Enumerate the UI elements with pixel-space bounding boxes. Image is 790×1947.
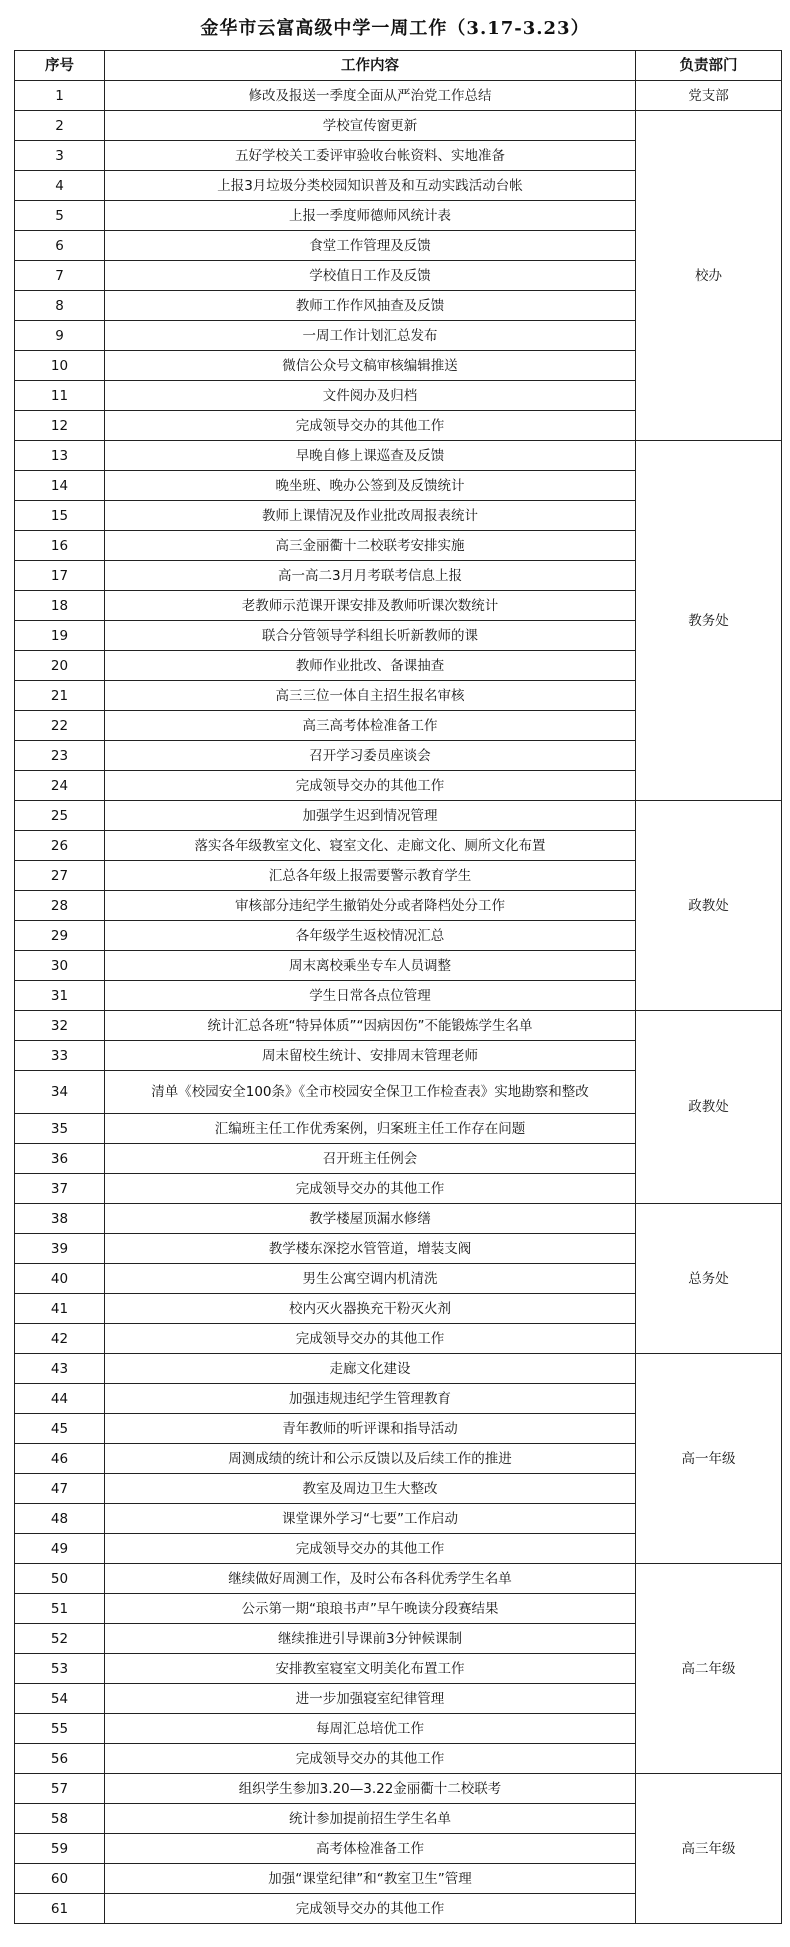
row-content: 每周汇总培优工作: [105, 1714, 636, 1744]
row-seq: 51: [15, 1594, 105, 1624]
row-seq: 4: [15, 171, 105, 201]
row-content: 高三高考体检准备工作: [105, 711, 636, 741]
row-seq: 22: [15, 711, 105, 741]
row-seq: 9: [15, 321, 105, 351]
row-seq: 32: [15, 1011, 105, 1041]
row-seq: 26: [15, 831, 105, 861]
row-content: 周末留校生统计、安排周末管理老师: [105, 1041, 636, 1071]
row-seq: 28: [15, 891, 105, 921]
row-content: 高考体检准备工作: [105, 1834, 636, 1864]
row-seq: 20: [15, 651, 105, 681]
row-content: 男生公寓空调内机清洗: [105, 1264, 636, 1294]
row-seq: 45: [15, 1414, 105, 1444]
table-row: [15, 1011, 782, 1041]
row-content: 文件阅办及归档: [105, 381, 636, 411]
row-content: 组织学生参加3.20—3.22金丽衢十二校联考: [105, 1774, 636, 1804]
row-seq: 47: [15, 1474, 105, 1504]
row-seq: 42: [15, 1324, 105, 1354]
row-seq: 24: [15, 771, 105, 801]
row-seq: 37: [15, 1174, 105, 1204]
row-seq: 29: [15, 921, 105, 951]
row-content: 完成领导交办的其他工作: [105, 1174, 636, 1204]
row-dept: 政教处: [636, 1011, 782, 1204]
row-content: 进一步加强寝室纪律管理: [105, 1684, 636, 1714]
row-seq: 11: [15, 381, 105, 411]
row-content: 周末离校乘坐专车人员调整: [105, 951, 636, 981]
row-content: 加强违规违纪学生管理教育: [105, 1384, 636, 1414]
row-content: 教师工作作风抽查及反馈: [105, 291, 636, 321]
row-content: 公示第一期“琅琅书声”早午晚读分段赛结果: [105, 1594, 636, 1624]
row-seq: 27: [15, 861, 105, 891]
row-content: 汇总各年级上报需要警示教育学生: [105, 861, 636, 891]
row-content: 完成领导交办的其他工作: [105, 1534, 636, 1564]
row-seq: 44: [15, 1384, 105, 1414]
row-seq: 16: [15, 531, 105, 561]
row-content: 清单《校园安全100条》《全市校园安全保卫工作检查表》实地勘察和整改: [105, 1071, 636, 1114]
row-seq: 7: [15, 261, 105, 291]
row-content: 落实各年级教室文化、寝室文化、走廊文化、厕所文化布置: [105, 831, 636, 861]
header-content: 工作内容: [105, 51, 636, 81]
row-dept: 教务处: [636, 441, 782, 801]
row-seq: 19: [15, 621, 105, 651]
row-content: 学校值日工作及反馈: [105, 261, 636, 291]
row-seq: 48: [15, 1504, 105, 1534]
row-content: 继续推进引导课前3分钟候课制: [105, 1624, 636, 1654]
row-content: 审核部分违纪学生撤销处分或者降档处分工作: [105, 891, 636, 921]
row-seq: 52: [15, 1624, 105, 1654]
row-content: 早晚自修上课巡查及反馈: [105, 441, 636, 471]
row-seq: 49: [15, 1534, 105, 1564]
row-content: 联合分管领导学科组长听新教师的课: [105, 621, 636, 651]
header-dept: 负责部门: [636, 51, 782, 81]
header-row: [15, 51, 782, 81]
row-content: 教师作业批改、备课抽查: [105, 651, 636, 681]
row-content: 上报3月垃圾分类校园知识普及和互动实践活动台帐: [105, 171, 636, 201]
table-body: [15, 81, 782, 1924]
row-seq: 57: [15, 1774, 105, 1804]
row-seq: 25: [15, 801, 105, 831]
row-content: 学生日常各点位管理: [105, 981, 636, 1011]
row-seq: 21: [15, 681, 105, 711]
row-content: 高三金丽衢十二校联考安排实施: [105, 531, 636, 561]
row-seq: 18: [15, 591, 105, 621]
row-content: 走廊文化建设: [105, 1354, 636, 1384]
row-seq: 54: [15, 1684, 105, 1714]
row-content: 教室及周边卫生大整改: [105, 1474, 636, 1504]
table-row: [15, 1564, 782, 1594]
row-content: 周测成绩的统计和公示反馈以及后续工作的推进: [105, 1444, 636, 1474]
row-content: 完成领导交办的其他工作: [105, 1324, 636, 1354]
row-dept: 党支部: [636, 81, 782, 111]
row-seq: 40: [15, 1264, 105, 1294]
table-row: [15, 1774, 782, 1804]
row-seq: 61: [15, 1894, 105, 1924]
row-content: 完成领导交办的其他工作: [105, 411, 636, 441]
row-seq: 38: [15, 1204, 105, 1234]
table-row: [15, 81, 782, 111]
row-dept: 总务处: [636, 1204, 782, 1354]
row-seq: 59: [15, 1834, 105, 1864]
row-dept: 校办: [636, 111, 782, 441]
row-content: 安排教室寝室文明美化布置工作: [105, 1654, 636, 1684]
row-content: 五好学校关工委评审验收台帐资料、实地准备: [105, 141, 636, 171]
row-content: 上报一季度师德师风统计表: [105, 201, 636, 231]
row-content: 完成领导交办的其他工作: [105, 771, 636, 801]
row-seq: 17: [15, 561, 105, 591]
row-content: 召开学习委员座谈会: [105, 741, 636, 771]
row-seq: 50: [15, 1564, 105, 1594]
row-content: 高三三位一体自主招生报名审核: [105, 681, 636, 711]
row-dept: 高一年级: [636, 1354, 782, 1564]
row-content: 一周工作计划汇总发布: [105, 321, 636, 351]
header-seq: 序号: [15, 51, 105, 81]
row-seq: 6: [15, 231, 105, 261]
row-content: 青年教师的听评课和指导活动: [105, 1414, 636, 1444]
row-content: 课堂课外学习“七要”工作启动: [105, 1504, 636, 1534]
row-content: 教学楼东深挖水管管道，增装支阀: [105, 1234, 636, 1264]
row-seq: 23: [15, 741, 105, 771]
row-seq: 35: [15, 1114, 105, 1144]
row-content: 统计汇总各班“特异体质”“因病因伤”不能锻炼学生名单: [105, 1011, 636, 1041]
row-content: 食堂工作管理及反馈: [105, 231, 636, 261]
row-content: 加强“课堂纪律”和“教室卫生”管理: [105, 1864, 636, 1894]
row-seq: 33: [15, 1041, 105, 1071]
row-seq: 34: [15, 1071, 105, 1114]
row-content: 学校宣传窗更新: [105, 111, 636, 141]
row-content: 微信公众号文稿审核编辑推送: [105, 351, 636, 381]
row-seq: 46: [15, 1444, 105, 1474]
row-content: 高一高二3月月考联考信息上报: [105, 561, 636, 591]
weekly-work-table: [14, 50, 782, 1924]
row-content: 统计参加提前招生学生名单: [105, 1804, 636, 1834]
row-seq: 15: [15, 501, 105, 531]
row-seq: 31: [15, 981, 105, 1011]
page-title: 金华市云富高级中学一周工作（3.17-3.23）: [200, 18, 590, 39]
row-seq: 12: [15, 411, 105, 441]
row-seq: 56: [15, 1744, 105, 1774]
row-content: 召开班主任例会: [105, 1144, 636, 1174]
row-seq: 8: [15, 291, 105, 321]
row-dept: 高三年级: [636, 1774, 782, 1924]
row-content: 修改及报送一季度全面从严治党工作总结: [105, 81, 636, 111]
row-content: 完成领导交办的其他工作: [105, 1894, 636, 1924]
row-seq: 13: [15, 441, 105, 471]
row-seq: 58: [15, 1804, 105, 1834]
table-row: [15, 801, 782, 831]
row-seq: 3: [15, 141, 105, 171]
row-seq: 60: [15, 1864, 105, 1894]
row-dept: 政教处: [636, 801, 782, 1011]
row-seq: 53: [15, 1654, 105, 1684]
row-content: 教师上课情况及作业批改周报表统计: [105, 501, 636, 531]
row-seq: 43: [15, 1354, 105, 1384]
row-content: 完成领导交办的其他工作: [105, 1744, 636, 1774]
table-row: [15, 441, 782, 471]
table-row: [15, 111, 782, 141]
row-seq: 1: [15, 81, 105, 111]
row-seq: 55: [15, 1714, 105, 1744]
row-content: 各年级学生返校情况汇总: [105, 921, 636, 951]
table-row: [15, 1204, 782, 1234]
row-content: 教学楼屋顶漏水修缮: [105, 1204, 636, 1234]
row-content: 加强学生迟到情况管理: [105, 801, 636, 831]
table-row: [15, 1354, 782, 1384]
row-dept: 高二年级: [636, 1564, 782, 1774]
row-seq: 39: [15, 1234, 105, 1264]
row-content: 汇编班主任工作优秀案例，归案班主任工作存在问题: [105, 1114, 636, 1144]
row-seq: 36: [15, 1144, 105, 1174]
row-seq: 5: [15, 201, 105, 231]
row-content: 老教师示范课开课安排及教师听课次数统计: [105, 591, 636, 621]
row-content: 继续做好周测工作，及时公布各科优秀学生名单: [105, 1564, 636, 1594]
row-seq: 10: [15, 351, 105, 381]
row-seq: 41: [15, 1294, 105, 1324]
row-content: 晚坐班、晚办公签到及反馈统计: [105, 471, 636, 501]
row-seq: 30: [15, 951, 105, 981]
row-seq: 2: [15, 111, 105, 141]
row-seq: 14: [15, 471, 105, 501]
row-content: 校内灭火器换充干粉灭火剂: [105, 1294, 636, 1324]
